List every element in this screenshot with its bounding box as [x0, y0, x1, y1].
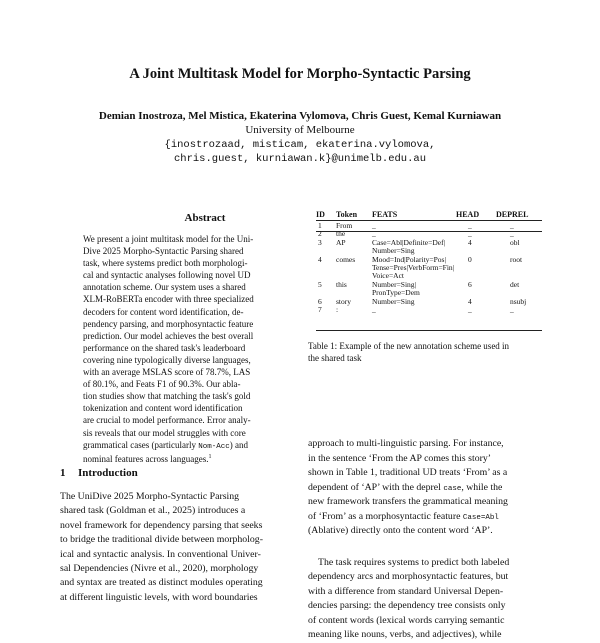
abstract-line: Dive 2025 Morpho-Syntactic Parsing shared	[83, 246, 244, 257]
table-cell-feats: Mood=Ind|Polarity=Pos|	[372, 254, 446, 264]
table-cell-deprel: nsubj	[510, 296, 527, 306]
abstract-line: task, where systems predict both morphologi-	[83, 258, 248, 269]
abstract-body	[83, 233, 323, 463]
abstract-line: decoders for content word identification, de-	[83, 306, 244, 317]
table-cell-id: 7	[318, 305, 322, 314]
table-cell-token: From	[336, 221, 353, 230]
section-title: Introduction	[78, 467, 138, 479]
body-text: dependent of ‘AP’ with the deprel	[308, 481, 444, 493]
caption-line: the shared task	[308, 353, 362, 363]
table-cell-id: 2	[318, 229, 322, 239]
section-heading-introduction	[60, 467, 138, 479]
abstract-line: pendency parsing, and morphosyntactic feature	[83, 318, 254, 329]
paper-title: A Joint Multitask Model for Morpho-Syntactic Parsing	[129, 66, 471, 82]
body-line: shown in Table 1, traditional UD treats ‘From’ as a	[308, 467, 508, 478]
introduction-line: shared task (Goldman et al., 2025) introduces a	[60, 505, 246, 517]
table-cell-deprel: root	[510, 254, 523, 264]
email-line-2: chris.guest, kurniawan.k}@unimelb.edu.au	[173, 153, 427, 165]
body-line: (Ablative) directly onto the content word ‘AP’.	[308, 525, 493, 536]
introduction-line: and syntax are treated as distinct modules operating	[60, 577, 263, 589]
table-cell-head: 4	[468, 296, 472, 306]
right-column-body	[308, 437, 548, 643]
table-cell-head: _	[468, 221, 472, 230]
caption-line: Table 1: Example of the new annotation scheme used in	[308, 341, 510, 351]
table-cell-id: 6	[318, 296, 322, 306]
body-text: , while the	[461, 481, 503, 493]
table-cell-deprel: _	[510, 305, 514, 314]
abstract-text: nominal features across languages.	[83, 453, 209, 464]
table-cell-feats: _	[372, 305, 376, 314]
table-cell-feats: Number=Sing	[372, 246, 415, 256]
abstract-line: tokenization and content word identification	[83, 403, 243, 414]
abstract-line: with an average MSLAS score of 78.7%, LAS	[83, 367, 251, 378]
table-cell-feats: _	[372, 221, 376, 230]
table-cell-token: :	[336, 305, 339, 314]
table-cell-head: 6	[468, 279, 472, 289]
table-cell-token: AP	[336, 237, 346, 247]
table-cell-feats: _	[372, 229, 376, 239]
body-line	[308, 510, 548, 525]
table-cell-feats: PronType=Dem	[372, 288, 420, 298]
table-cell-head: 4	[468, 237, 472, 247]
table-cell-id: 1	[318, 221, 322, 230]
table-header-deprel: DEPREL	[496, 210, 529, 219]
abstract-line	[83, 451, 323, 463]
table-cell-deprel: obl	[510, 237, 520, 247]
table-cell-token: comes	[336, 254, 356, 264]
table-rule	[316, 231, 542, 232]
abstract-heading: Abstract	[184, 212, 226, 224]
table-rule	[316, 330, 542, 331]
body-line: dencies parsing: the dependency tree consists only	[308, 600, 506, 611]
abstract-line: tion studies show that matching the task's gold	[83, 391, 251, 402]
table-header-feats: FEATS	[372, 210, 398, 219]
table-cell-deprel: _	[510, 221, 514, 230]
deprel-code: case	[443, 484, 462, 493]
abstract-line: XLM-RoBERTa encoder with three specialized	[83, 294, 254, 305]
introduction-line: novel framework for dependency parsing that seeks	[60, 519, 263, 531]
email-line-1: {inostrozaad, misticam, ekaterina.vylomova,	[164, 139, 436, 151]
body-line: approach to multi-linguistic parsing. For instance,	[308, 438, 504, 449]
table-cell-id: 5	[318, 279, 322, 289]
table-cell-token: story	[336, 296, 351, 306]
section-number: 1	[60, 467, 66, 479]
table-cell-head: _	[468, 305, 472, 314]
abstract-line	[83, 439, 323, 451]
body-line: The task requires systems to predict both labeled	[318, 556, 510, 568]
abstract-line: covering nine typologically diverse languages,	[83, 354, 251, 365]
introduction-line: ical and syntactic analysis. In conventional Univer-	[60, 548, 261, 560]
body-line: of content words (lexical words carrying semantic	[308, 614, 505, 626]
abstract-text: grammatical cases (particularly	[83, 439, 199, 450]
abstract-line: are crucial to model performance. Error analy-	[83, 415, 251, 426]
abstract-line: sis reveals that our model struggles with core	[83, 427, 246, 438]
table-header-head: HEAD	[456, 210, 480, 219]
table-cell-feats: Number=Sing	[372, 296, 415, 306]
table-cell-token: this	[336, 279, 347, 289]
table-cell-deprel: _	[510, 229, 514, 239]
body-line: with a difference from standard Universal Depen-	[308, 585, 504, 597]
body-line	[308, 481, 548, 496]
abstract-line: of 80.1%, and Feats F1 of 90.3%. Our abla-	[83, 379, 241, 390]
introduction-body	[60, 490, 316, 605]
table-header-token: Token	[336, 210, 358, 219]
introduction-line: to bridge the traditional divide between morpholog-	[60, 534, 263, 546]
table-caption	[308, 340, 548, 364]
table-cell-head: _	[468, 229, 472, 239]
table-cell-id: 4	[318, 254, 322, 264]
table-cell-feats: Voice=Act	[372, 271, 404, 281]
body-line: in the sentence ‘From the AP comes this story’	[308, 452, 492, 464]
table-header-id: ID	[316, 210, 325, 219]
table-cell-token: the	[336, 229, 346, 239]
table-cell-deprel: det	[510, 279, 520, 289]
body-text: of ‘From’ as a morphosyntactic feature	[308, 510, 463, 522]
case-code: Nom-Acc	[198, 442, 230, 451]
table-cell-feats: Number=Sing|	[372, 279, 417, 289]
abstract-line: performance on the shared task's leaderboard	[83, 342, 246, 353]
abstract-line: annotation scheme. Our system uses a shared	[83, 282, 246, 293]
feature-code: Case=Abl	[462, 513, 499, 522]
abstract-text: ) and	[229, 439, 248, 450]
table-cell-feats: Tense=Pres|VerbForm=Fin|	[372, 263, 455, 272]
table-cell-id: 3	[318, 237, 322, 247]
body-line: new framework transfers the grammatical meaning	[308, 496, 508, 507]
footnote-mark[interactable]: 1	[208, 453, 212, 460]
abstract-line: We present a joint multitask model for the Uni-	[83, 234, 254, 244]
table-cell-feats: Case=Abl|Definite=Def|	[372, 237, 446, 247]
body-line: meaning like nouns, verbs, and adjectives), while	[308, 629, 502, 640]
body-line: dependency arcs and morphosyntactic features, but	[308, 571, 509, 582]
abstract-line: cal and syntactic analyses following novel UD	[83, 270, 251, 281]
author-list: Demian Inostroza, Mel Mistica, Ekaterina Vylomova, Chris Guest, Kemal Kurniawan	[98, 110, 502, 122]
introduction-line: sal Dependencies (Nivre et al., 2020), morphology	[60, 562, 259, 574]
introduction-line: The UniDive 2025 Morpho-Syntactic Parsing	[60, 491, 240, 502]
table-cell-head: 0	[468, 254, 472, 264]
affiliation: University of Melbourne	[245, 124, 355, 136]
introduction-line: at different linguistic levels, with word boundaries	[60, 591, 258, 603]
abstract-line: prediction. Our model achieves the best overall	[83, 330, 254, 341]
